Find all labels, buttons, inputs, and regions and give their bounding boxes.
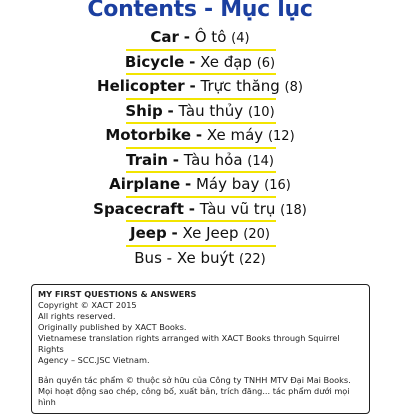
toc-separator: -	[195, 126, 203, 144]
toc-vietnamese: Ô tô	[194, 28, 227, 46]
toc-separator: -	[171, 224, 178, 242]
toc-separator: -	[188, 199, 195, 218]
translation-rights-line: Vietnamese translation rights arranged with XACT Books through Squirrel Rights	[38, 333, 340, 354]
toc-page: (4)	[231, 31, 250, 46]
copyright-box	[31, 284, 370, 414]
toc-english: Train	[126, 150, 168, 169]
toc-page: (10)	[247, 104, 275, 120]
toc-page: (18)	[280, 202, 307, 218]
toc-page: (20)	[243, 227, 270, 242]
toc-item-bicycle	[0, 51, 400, 76]
toc-english: Bus	[134, 248, 162, 267]
page-title: Contents - Mục lục	[87, 0, 313, 22]
toc-item-jeep	[0, 222, 400, 247]
toc-separator: -	[189, 77, 196, 95]
toc-english: Car	[150, 28, 179, 46]
toc-vietnamese: Xe buýt	[176, 248, 235, 267]
toc-item-car	[0, 26, 400, 51]
toc-vietnamese: Tàu hỏa	[183, 150, 243, 169]
toc-english: Bicycle	[124, 52, 185, 71]
agency-line: Agency – SCC.JSC Vietnam.	[38, 355, 150, 365]
toc-page: (22)	[239, 251, 266, 267]
toc-english: Ship	[125, 101, 163, 120]
toc-vietnamese: Xe máy	[206, 126, 264, 144]
toc-item-bus	[0, 247, 400, 272]
publisher-line: Originally published by XACT Books.	[38, 322, 187, 332]
toc-vietnamese: Xe đạp	[200, 52, 252, 71]
vn-copyright-line: Bản quyền tác phẩm © thuộc sở hữu của Công ty TNHH MTV Đại Mai Books.	[38, 375, 351, 385]
toc-vietnamese: Tàu vũ trụ	[199, 199, 276, 218]
toc-separator: -	[167, 101, 174, 120]
toc-english: Spacecraft	[93, 199, 184, 218]
toc-english: Helicopter	[97, 77, 185, 95]
toc-english: Airplane	[109, 175, 181, 193]
toc-separator: -	[172, 150, 179, 169]
vn-notice-line: Mọi hoạt động sao chép, công bố, xuất bản, trích đăng... tác phẩm dưới mọi hình	[38, 386, 350, 407]
spacer	[38, 366, 363, 375]
toc-separator: -	[189, 52, 196, 71]
toc-item-airplane	[0, 173, 400, 198]
copyright-line: Copyright © XACT 2015	[38, 300, 137, 310]
toc-item-helicopter	[0, 75, 400, 100]
toc-separator: -	[166, 248, 173, 267]
toc-english: Motorbike	[105, 126, 192, 144]
toc-item-ship	[0, 100, 400, 125]
toc-page: (14)	[247, 153, 274, 169]
toc-vietnamese: Máy bay	[195, 175, 260, 193]
toc-item-spacecraft	[0, 198, 400, 223]
rights-line: All rights reserved.	[38, 311, 116, 321]
toc-separator: -	[184, 175, 192, 193]
contents-list	[0, 26, 400, 271]
series-title: MY FIRST QUESTIONS & ANSWERS	[38, 289, 197, 299]
toc-vietnamese: Trực thăng	[200, 77, 280, 95]
toc-vietnamese: Tàu thủy	[178, 101, 244, 120]
toc-item-motorbike	[0, 124, 400, 149]
toc-page: (16)	[264, 178, 291, 193]
toc-english: Jeep	[130, 224, 167, 242]
toc-page: (6)	[256, 55, 276, 71]
toc-page: (12)	[267, 129, 295, 144]
toc-vietnamese: Xe Jeep	[182, 224, 239, 242]
toc-item-train	[0, 149, 400, 174]
toc-separator: -	[183, 28, 190, 46]
toc-page: (8)	[284, 80, 303, 95]
